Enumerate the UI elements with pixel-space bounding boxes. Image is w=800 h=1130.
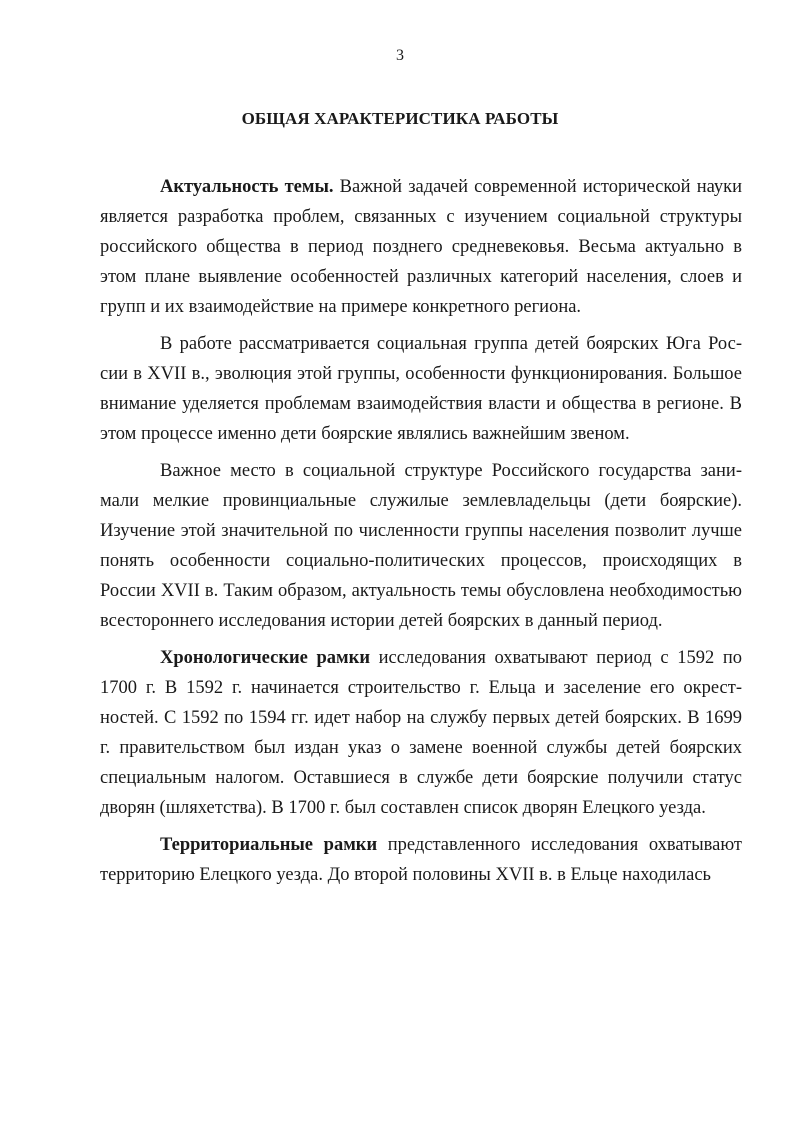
paragraph-lead-territory: Территориальные рамки — [160, 835, 378, 855]
paragraph-lead-chronology: Хронологические рамки — [160, 648, 370, 668]
paragraph-text-significance: Важное место в социальной структуре Российского государства занимали мелкие провинциальные служилые землевладельцы (дети боярские). Изучение этой значительной по численности группы населения позволит лучше понять особенности социально-политических процессов, происходящих в России XVII в. Таким образом, актуальность темы обусловлена необходимостью всестороннего исследования истории детей боярских в данный период. — [100, 461, 742, 631]
body-text — [100, 172, 742, 890]
paragraph-chronology — [100, 643, 742, 823]
paragraph-relevance — [100, 172, 742, 322]
page-number: 3 — [396, 47, 404, 64]
paragraph-significance — [100, 456, 742, 636]
paragraph-territory — [100, 830, 742, 890]
paragraph-text-relevance: Важной задачей современной исторической науки является разработка проблем, связанных с изучением социальной структуры российского общества в период позднего средневековья. Весьма актуально в этом плане выявление особенностей различных категорий населения, слоев и групп и их взаимодействие на примере конкретного региона. — [100, 177, 743, 317]
paragraph-lead-relevance: Актуальность темы. — [160, 177, 334, 197]
section-heading: ОБЩАЯ ХАРАКТЕРИСТИКА РАБОТЫ — [241, 109, 559, 128]
paragraph-subject — [100, 329, 742, 449]
paragraph-text-territory: представленного исследования охватывают территорию Елецкого уезда. До второй половины XVII в. в Ельце находилась — [100, 835, 742, 885]
paragraph-text-chronology: исследования охватывают период с 1592 по 1700 г. В 1592 г. начинается строительство г. Ельца и заселение его окрестностей. С 1592 по 1594 гг. идет набор на службу первых детей боярских. В 1699 г. правительством был издан указ о замене военной службы детей боярских специальным налогом. Оставшиеся в службе дети боярские получили статус дворян (шляхетства). В 1700 г. был составлен список дворян Елецкого уезда. — [100, 648, 743, 818]
paragraph-text-subject: В работе рассматривается социальная группа детей боярских Юга России в XVII в., эволюция этой группы, особенности функционирования. Большое внимание уделяется проблемам взаимодействия власти и общества в регионе. В этом процессе именно дети боярские являлись важнейшим звеном. — [100, 334, 742, 444]
